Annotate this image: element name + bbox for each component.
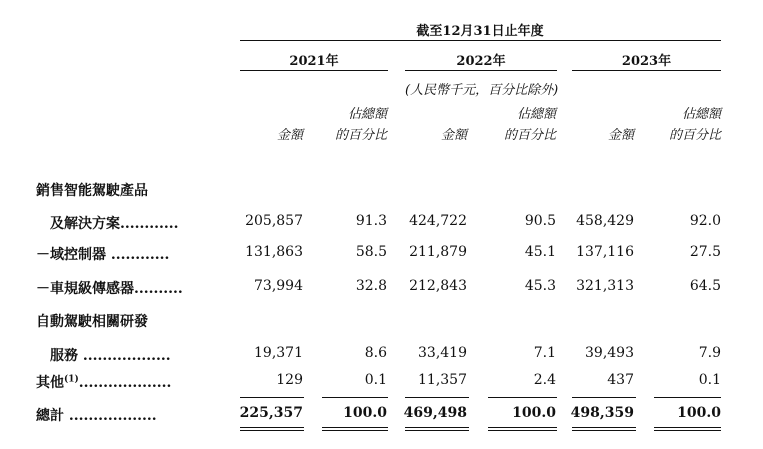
cell-r6-2022-amount: 11,357 — [418, 372, 467, 388]
cell-r1-2021-amount: 205,857 — [245, 213, 303, 229]
amount-header-2022: 金額 — [440, 128, 467, 143]
cell-r1-2023-pct: 92.0 — [689, 213, 721, 229]
year-2022-rule — [405, 70, 557, 71]
cell-r6-2021-pct: 0.1 — [364, 372, 387, 388]
cell-r3-2021-amount: 73,994 — [254, 278, 303, 294]
total-double-rule-f1 — [654, 427, 721, 428]
amount-header-2023: 金額 — [607, 128, 634, 143]
header-rule — [240, 40, 721, 41]
total-double-rule-d1 — [488, 427, 557, 428]
year-2021: 2021年 — [289, 54, 339, 69]
year-2023: 2023年 — [621, 54, 672, 69]
pct-header-2023-l2: 的百分比 — [668, 128, 721, 143]
cell-r1-2022-amount: 424,722 — [409, 213, 467, 229]
cell-r2-2023-pct: 27.5 — [689, 244, 721, 260]
row-label-domain-controller: －域控制器 ............ — [36, 247, 170, 263]
cell-r2-2021-pct: 58.5 — [355, 244, 387, 260]
cell-r3-2021-pct: 32.8 — [355, 278, 387, 294]
cell-r6-2023-pct: 0.1 — [698, 372, 721, 388]
total-double-rule-b2 — [322, 430, 388, 431]
total-top-rule-2021-amount — [240, 397, 304, 398]
row-label-sensors: －車規級傳感器.......... — [36, 281, 183, 297]
cell-r6-2022-pct: 2.4 — [533, 372, 556, 388]
cell-r3-2022-amount: 212,843 — [409, 278, 467, 294]
row-label-sales-solutions: 及解決方案............ — [50, 216, 179, 232]
year-2021-rule — [240, 70, 388, 71]
cell-r3-2023-amount: 321,313 — [576, 278, 634, 294]
cell-total-2023-amount: 498,359 — [570, 405, 634, 421]
pct-header-2021-l2: 的百分比 — [334, 128, 387, 143]
row-label-rd-heading: 自動駕駛相關研發 — [36, 314, 148, 330]
cell-total-2022-pct: 100.0 — [512, 405, 556, 421]
pct-header-2023-l1: 佔總額 — [681, 107, 721, 122]
total-double-rule-c2 — [405, 430, 469, 431]
pct-header-2022-l2: 的百分比 — [503, 128, 556, 143]
others-label-text: 其他 — [36, 375, 64, 391]
cell-total-2021-pct: 100.0 — [343, 405, 387, 421]
cell-r1-2022-pct: 90.5 — [524, 213, 556, 229]
row-label-rd-services: 服務 .................. — [50, 348, 171, 364]
row-label-others — [36, 372, 171, 392]
cell-total-2021-amount: 225,357 — [239, 405, 303, 421]
cell-r6-2023-amount: 437 — [607, 372, 634, 388]
total-double-rule-a2 — [240, 430, 304, 431]
cell-r5-2022-amount: 33,419 — [418, 345, 467, 361]
row-label-total: 總計 .................. — [36, 408, 157, 424]
total-top-rule-2023-pct — [654, 397, 721, 398]
cell-r2-2021-amount: 131,863 — [245, 244, 303, 260]
period-title: 截至12月31日止年度 — [416, 24, 544, 39]
cell-r2-2023-amount: 137,116 — [576, 244, 634, 260]
cell-r2-2022-pct: 45.1 — [524, 244, 556, 260]
cell-total-2022-amount: 469,498 — [403, 405, 467, 421]
others-footnote: (1) — [64, 374, 79, 385]
pct-header-2021-l1: 佔總額 — [347, 107, 387, 122]
others-label-dots: ................... — [78, 375, 172, 391]
year-2022: 2022年 — [456, 54, 506, 69]
year-2023-rule — [572, 70, 721, 71]
cell-r1-2023-amount: 458,429 — [576, 213, 634, 229]
total-double-rule-d2 — [488, 430, 557, 431]
cell-total-2023-pct: 100.0 — [677, 405, 721, 421]
cell-r5-2022-pct: 7.1 — [533, 345, 556, 361]
total-top-rule-2021-pct — [322, 397, 388, 398]
row-label-sales-heading: 銷售智能駕駛產品 — [36, 183, 148, 199]
cell-r1-2021-pct: 91.3 — [355, 213, 387, 229]
unit-note: (人民幣千元，百分比除外) — [405, 83, 559, 98]
total-top-rule-2023-amount — [572, 397, 636, 398]
cell-r6-2021-amount: 129 — [276, 372, 303, 388]
amount-header-2021: 金額 — [276, 128, 303, 143]
cell-r5-2021-amount: 19,371 — [254, 345, 303, 361]
total-double-rule-e2 — [572, 430, 636, 431]
cell-r5-2023-pct: 7.9 — [698, 345, 721, 361]
total-double-rule-e1 — [572, 427, 636, 428]
total-double-rule-a1 — [240, 427, 304, 428]
total-top-rule-2022-pct — [488, 397, 557, 398]
pct-header-2022-l1: 佔總額 — [516, 107, 556, 122]
total-double-rule-c1 — [405, 427, 469, 428]
cell-r3-2022-pct: 45.3 — [524, 278, 556, 294]
cell-r5-2023-amount: 39,493 — [585, 345, 634, 361]
cell-r5-2021-pct: 8.6 — [364, 345, 387, 361]
total-double-rule-f2 — [654, 430, 721, 431]
total-top-rule-2022-amount — [405, 397, 469, 398]
total-double-rule-b1 — [322, 427, 388, 428]
cell-r3-2023-pct: 64.5 — [689, 278, 721, 294]
cell-r2-2022-amount: 211,879 — [409, 244, 467, 260]
